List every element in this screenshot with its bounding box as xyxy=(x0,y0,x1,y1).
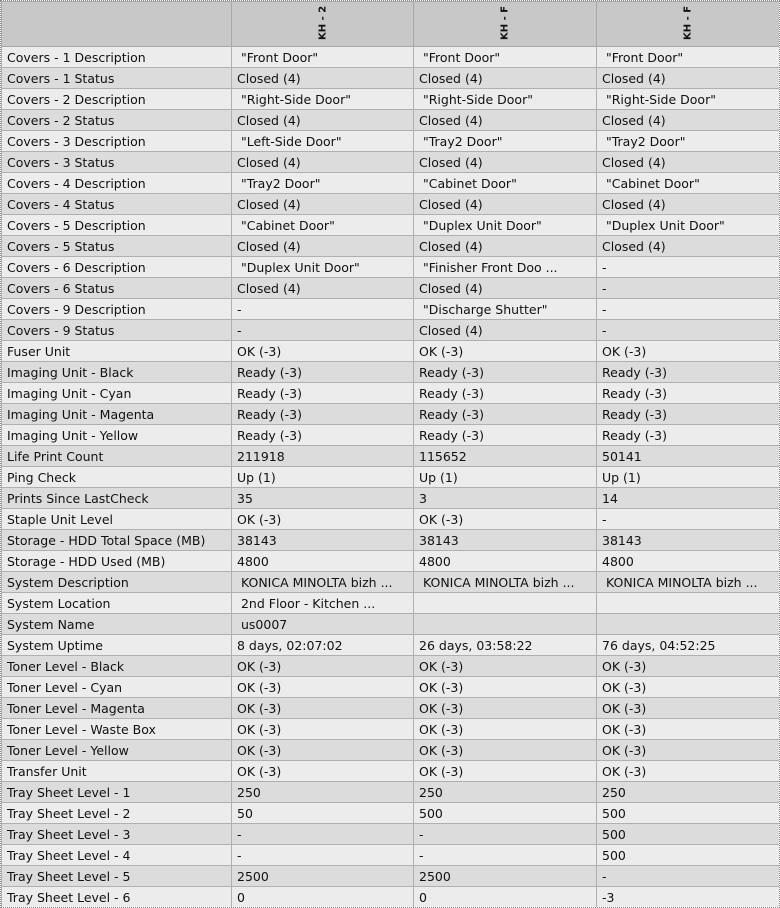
metric-value: OK (-3) xyxy=(414,656,597,677)
table-row xyxy=(2,362,780,383)
table-row xyxy=(2,152,780,173)
metric-value: Ready (-3) xyxy=(414,425,597,446)
metric-value: "Front Door" xyxy=(597,47,780,68)
metric-label: Imaging Unit - Magenta xyxy=(2,404,232,425)
metric-value: - xyxy=(414,824,597,845)
metric-value: Ready (-3) xyxy=(597,404,780,425)
metric-value: Up (1) xyxy=(414,467,597,488)
metric-value: 250 xyxy=(414,782,597,803)
metric-value: Ready (-3) xyxy=(597,362,780,383)
metric-value: - xyxy=(232,320,414,341)
metric-value: Closed (4) xyxy=(414,278,597,299)
metric-label: Toner Level - Black xyxy=(2,656,232,677)
metric-label: Storage - HDD Total Space (MB) xyxy=(2,530,232,551)
table-row xyxy=(2,761,780,782)
metric-label: Prints Since LastCheck xyxy=(2,488,232,509)
metric-value: 500 xyxy=(597,824,780,845)
table-row xyxy=(2,215,780,236)
table-row xyxy=(2,698,780,719)
metric-value: 50 xyxy=(232,803,414,824)
metric-value: "Tray2 Door" xyxy=(597,131,780,152)
table-row xyxy=(2,404,780,425)
metric-label: System Location xyxy=(2,593,232,614)
table-row xyxy=(2,551,780,572)
table-row xyxy=(2,278,780,299)
metric-label: Tray Sheet Level - 3 xyxy=(2,824,232,845)
table-row xyxy=(2,866,780,887)
metric-label: Tray Sheet Level - 4 xyxy=(2,845,232,866)
metric-value: Ready (-3) xyxy=(414,383,597,404)
metric-value: KONICA MINOLTA bizh ... xyxy=(232,572,414,593)
metric-label: Covers - 1 Status xyxy=(2,68,232,89)
metric-value: 26 days, 03:58:22 xyxy=(414,635,597,656)
metric-value: OK (-3) xyxy=(232,509,414,530)
metric-value: - xyxy=(232,299,414,320)
metric-value: 2nd Floor - Kitchen ... xyxy=(232,593,414,614)
metric-value: -3 xyxy=(597,887,780,908)
metric-value: "Discharge Shutter" xyxy=(414,299,597,320)
table-row xyxy=(2,110,780,131)
metric-value: 4800 xyxy=(597,551,780,572)
metric-value: "Right-Side Door" xyxy=(597,89,780,110)
metric-label: Covers - 5 Status xyxy=(2,236,232,257)
metric-value: 2500 xyxy=(232,866,414,887)
metric-value: 4800 xyxy=(414,551,597,572)
metric-value: 38143 xyxy=(232,530,414,551)
metric-value: "Left-Side Door" xyxy=(232,131,414,152)
metric-label: Tray Sheet Level - 5 xyxy=(2,866,232,887)
table-row xyxy=(2,614,780,635)
metric-label: Covers - 1 Description xyxy=(2,47,232,68)
table-row xyxy=(2,845,780,866)
metric-value: OK (-3) xyxy=(232,341,414,362)
metric-value: "Front Door" xyxy=(414,47,597,68)
metric-value: 3 xyxy=(414,488,597,509)
metric-value: 38143 xyxy=(414,530,597,551)
metric-value: - xyxy=(597,278,780,299)
metric-value: OK (-3) xyxy=(232,761,414,782)
metric-value: Closed (4) xyxy=(414,236,597,257)
metric-value: 250 xyxy=(597,782,780,803)
metric-value: OK (-3) xyxy=(414,761,597,782)
metric-value: - xyxy=(597,299,780,320)
metric-value xyxy=(597,593,780,614)
metric-value: OK (-3) xyxy=(232,698,414,719)
metric-value: Closed (4) xyxy=(414,68,597,89)
metric-value: 250 xyxy=(232,782,414,803)
metric-value: - xyxy=(597,320,780,341)
metric-value: 38143 xyxy=(597,530,780,551)
metric-label: Imaging Unit - Yellow xyxy=(2,425,232,446)
metric-value: OK (-3) xyxy=(597,698,780,719)
metric-value: Closed (4) xyxy=(232,236,414,257)
metric-value: "Front Door" xyxy=(232,47,414,68)
metric-label: Covers - 2 Description xyxy=(2,89,232,110)
metric-label: Storage - HDD Used (MB) xyxy=(2,551,232,572)
table-row xyxy=(2,47,780,68)
metric-value: OK (-3) xyxy=(414,698,597,719)
metric-value: 50141 xyxy=(597,446,780,467)
metric-value: 2500 xyxy=(414,866,597,887)
metric-value: Ready (-3) xyxy=(232,383,414,404)
table-row xyxy=(2,677,780,698)
metric-value: Closed (4) xyxy=(232,278,414,299)
metric-value: - xyxy=(597,257,780,278)
metric-value: 0 xyxy=(232,887,414,908)
metric-value xyxy=(597,614,780,635)
metric-value: OK (-3) xyxy=(414,509,597,530)
metric-value: "Duplex Unit Door" xyxy=(597,215,780,236)
table-row xyxy=(2,593,780,614)
metric-value: Closed (4) xyxy=(232,152,414,173)
metric-label: Imaging Unit - Black xyxy=(2,362,232,383)
metric-value: KONICA MINOLTA bizh ... xyxy=(414,572,597,593)
metric-value: "Cabinet Door" xyxy=(597,173,780,194)
metric-value: Up (1) xyxy=(597,467,780,488)
metric-label: Staple Unit Level xyxy=(2,509,232,530)
metric-value: Ready (-3) xyxy=(232,425,414,446)
column-header-device-1[interactable] xyxy=(232,2,414,47)
metric-value: Closed (4) xyxy=(414,110,597,131)
metric-value: 115652 xyxy=(414,446,597,467)
metric-value: 500 xyxy=(597,803,780,824)
metric-value: OK (-3) xyxy=(597,677,780,698)
metric-value: Closed (4) xyxy=(232,68,414,89)
metric-label: Covers - 6 Description xyxy=(2,257,232,278)
metric-value: Ready (-3) xyxy=(414,362,597,383)
metric-label: Tray Sheet Level - 2 xyxy=(2,803,232,824)
metric-value: 500 xyxy=(597,845,780,866)
metric-label: Covers - 9 Status xyxy=(2,320,232,341)
metric-value: - xyxy=(232,845,414,866)
metric-label: Covers - 4 Status xyxy=(2,194,232,215)
metric-label: Covers - 3 Status xyxy=(2,152,232,173)
column-header-label: KH - F xyxy=(682,5,694,40)
metric-value: - xyxy=(597,509,780,530)
metric-value: "Right-Side Door" xyxy=(414,89,597,110)
metric-label: System Name xyxy=(2,614,232,635)
metric-value: Ready (-3) xyxy=(597,383,780,404)
metric-value: Closed (4) xyxy=(597,68,780,89)
table-row xyxy=(2,131,780,152)
table-row xyxy=(2,782,780,803)
metric-value: "Tray2 Door" xyxy=(232,173,414,194)
metric-value: OK (-3) xyxy=(414,719,597,740)
metric-value: Closed (4) xyxy=(232,110,414,131)
table-row xyxy=(2,635,780,656)
metric-value: Closed (4) xyxy=(597,152,780,173)
table-row xyxy=(2,341,780,362)
metric-value: 76 days, 04:52:25 xyxy=(597,635,780,656)
table-row xyxy=(2,509,780,530)
metric-value: OK (-3) xyxy=(232,740,414,761)
metric-label: Covers - 5 Description xyxy=(2,215,232,236)
metric-value: "Cabinet Door" xyxy=(414,173,597,194)
metric-value: Closed (4) xyxy=(414,194,597,215)
metric-value: Ready (-3) xyxy=(232,362,414,383)
metric-value: Closed (4) xyxy=(232,194,414,215)
table-row xyxy=(2,740,780,761)
metric-label: System Description xyxy=(2,572,232,593)
metric-label: Covers - 9 Description xyxy=(2,299,232,320)
metric-label: Toner Level - Cyan xyxy=(2,677,232,698)
metric-value: OK (-3) xyxy=(597,761,780,782)
metric-value: 211918 xyxy=(232,446,414,467)
metric-value: Closed (4) xyxy=(597,194,780,215)
table-row xyxy=(2,89,780,110)
table-row xyxy=(2,173,780,194)
metric-label: Life Print Count xyxy=(2,446,232,467)
metric-value: "Cabinet Door" xyxy=(232,215,414,236)
metric-label: Covers - 2 Status xyxy=(2,110,232,131)
metric-value: 500 xyxy=(414,803,597,824)
metric-value: "Finisher Front Doo ... xyxy=(414,257,597,278)
table-row xyxy=(2,299,780,320)
metric-label: Imaging Unit - Cyan xyxy=(2,383,232,404)
table-row xyxy=(2,656,780,677)
table-row xyxy=(2,194,780,215)
metric-value: "Right-Side Door" xyxy=(232,89,414,110)
metric-label: Covers - 4 Description xyxy=(2,173,232,194)
table-row xyxy=(2,719,780,740)
metric-value: Up (1) xyxy=(232,467,414,488)
table-row xyxy=(2,446,780,467)
table-row xyxy=(2,236,780,257)
metric-value xyxy=(414,593,597,614)
metric-value: OK (-3) xyxy=(597,656,780,677)
metric-value: OK (-3) xyxy=(414,740,597,761)
table-row xyxy=(2,68,780,89)
metric-value: - xyxy=(414,845,597,866)
table-row xyxy=(2,572,780,593)
metric-label: System Uptime xyxy=(2,635,232,656)
table-row xyxy=(2,467,780,488)
metric-value: OK (-3) xyxy=(597,341,780,362)
metric-value: "Duplex Unit Door" xyxy=(414,215,597,236)
metric-value: Closed (4) xyxy=(597,236,780,257)
status-table xyxy=(1,1,780,908)
column-header-device-3[interactable] xyxy=(597,2,780,47)
metric-value: OK (-3) xyxy=(232,719,414,740)
column-header-device-2[interactable] xyxy=(414,2,597,47)
table-row xyxy=(2,488,780,509)
table-row xyxy=(2,887,780,908)
metric-value: OK (-3) xyxy=(597,719,780,740)
metric-value: "Duplex Unit Door" xyxy=(232,257,414,278)
metric-value: OK (-3) xyxy=(232,656,414,677)
metric-value: OK (-3) xyxy=(414,341,597,362)
column-header-label: KH - 2 xyxy=(317,5,328,40)
table-row xyxy=(2,257,780,278)
table-row xyxy=(2,824,780,845)
metric-label: Covers - 3 Description xyxy=(2,131,232,152)
metric-value: "Tray2 Door" xyxy=(414,131,597,152)
metric-value: us0007 xyxy=(232,614,414,635)
metric-value: 8 days, 02:07:02 xyxy=(232,635,414,656)
metric-label: Toner Level - Magenta xyxy=(2,698,232,719)
metric-value: Ready (-3) xyxy=(597,425,780,446)
metric-value: OK (-3) xyxy=(597,740,780,761)
table-row xyxy=(2,803,780,824)
metric-value: Closed (4) xyxy=(414,152,597,173)
header-corner xyxy=(2,2,232,47)
metric-value: Ready (-3) xyxy=(232,404,414,425)
metric-value: 35 xyxy=(232,488,414,509)
table-row xyxy=(2,383,780,404)
header-row xyxy=(2,2,780,47)
metric-label: Tray Sheet Level - 1 xyxy=(2,782,232,803)
metric-label: Toner Level - Waste Box xyxy=(2,719,232,740)
metric-value: 14 xyxy=(597,488,780,509)
metric-value: KONICA MINOLTA bizh ... xyxy=(597,572,780,593)
metric-label: Ping Check xyxy=(2,467,232,488)
metric-value xyxy=(414,614,597,635)
metric-label: Fuser Unit xyxy=(2,341,232,362)
metric-value: 4800 xyxy=(232,551,414,572)
metric-value: Closed (4) xyxy=(414,320,597,341)
metric-value: OK (-3) xyxy=(232,677,414,698)
metric-value: Ready (-3) xyxy=(414,404,597,425)
metric-value: OK (-3) xyxy=(414,677,597,698)
metric-label: Toner Level - Yellow xyxy=(2,740,232,761)
metric-value: 0 xyxy=(414,887,597,908)
column-header-label: KH - F xyxy=(499,5,511,40)
metric-label: Covers - 6 Status xyxy=(2,278,232,299)
metric-label: Tray Sheet Level - 6 xyxy=(2,887,232,908)
table-row xyxy=(2,320,780,341)
table-row xyxy=(2,530,780,551)
metric-label: Transfer Unit xyxy=(2,761,232,782)
metric-value: - xyxy=(597,866,780,887)
table-row xyxy=(2,425,780,446)
metric-value: - xyxy=(232,824,414,845)
metric-value: Closed (4) xyxy=(597,110,780,131)
